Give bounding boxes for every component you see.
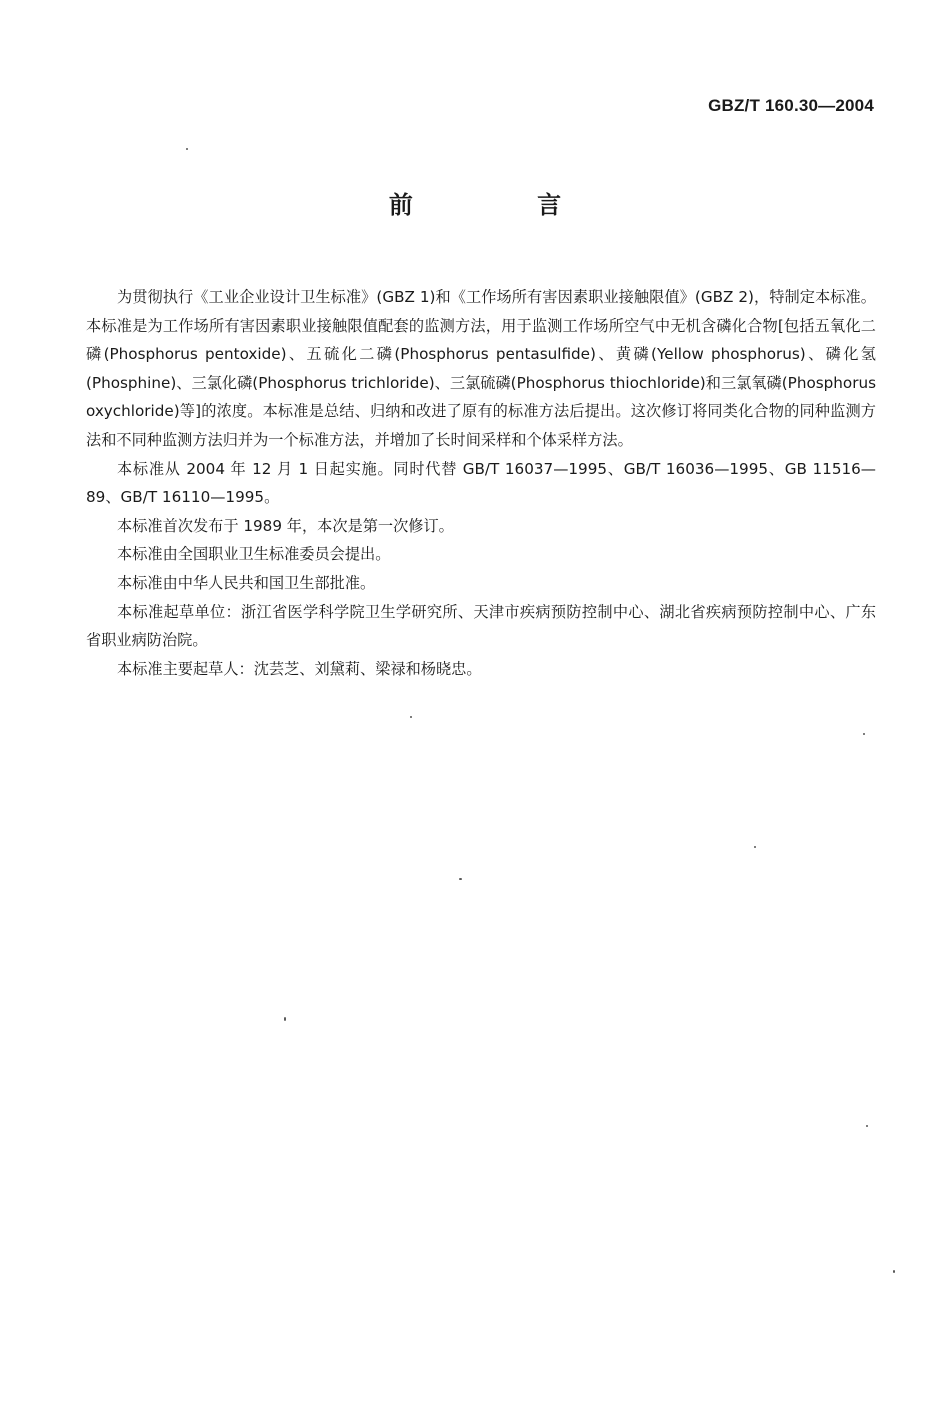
paragraph-approved-by: 本标准由中华人民共和国卫生部批准。 <box>117 573 376 592</box>
scan-speck <box>284 1017 286 1021</box>
paragraph-purpose: 为贯彻执行《工业企业设计卫生标准》(GBZ 1)和《工作场所有害因素职业接触限值》(GBZ 2)，特制定本标准。本标准是为工作场所有害因素职业接触限值配套的监测方法，用于监测工作场所空气中无机含磷化合物[包括五氧化二磷(Phosphorus pentoxide)、五硫化二磷(Phosphorus pentasulfide)、黄磷(Yellow phosphorus)、磷化氢(Phosphine)、三氯化磷(Phosphorus trichloride)、三氯硫磷(Phosphorus thiochloride)和三氯氧磷(Phosphorus oxychloride)等]的浓度。本标准是总结、归纳和改进了原有的标准方法后提出。这次修订将同类化合物的同种监测方法和不同种监测方法归并为一个标准方法，并增加了长时间采样和个体采样方法。 <box>86 288 876 449</box>
scan-speck <box>459 878 462 880</box>
paragraph-first-published: 本标准首次发布于 1989 年，本次是第一次修订。 <box>117 516 454 535</box>
paragraph-effective-date: 本标准从 2004 年 12 月 1 日起实施。同时代替 GB/T 16037—1995、GB/T 16036—1995、GB 11516—89、GB/T 16110—1995。 <box>86 459 876 507</box>
paragraph-drafters: 本标准主要起草人：沈芸芝、刘黛莉、梁禄和杨晓忠。 <box>117 659 482 678</box>
scan-speck <box>410 716 412 718</box>
standard-code: GBZ/T 160.30—2004 <box>708 96 874 115</box>
paragraph-drafting-units: 本标准起草单位：浙江省医学科学院卫生学研究所、天津市疾病预防控制中心、湖北省疾病预防控制中心、广东省职业病防治院。 <box>86 602 876 650</box>
paragraph-proposed-by: 本标准由全国职业卫生标准委员会提出。 <box>117 545 391 564</box>
scan-speck <box>754 846 756 848</box>
page-title: 前 言 <box>388 191 620 219</box>
scan-speck <box>866 1125 868 1127</box>
scan-speck <box>863 733 865 735</box>
scan-speck <box>893 1270 895 1273</box>
foreword-body <box>86 283 876 683</box>
scan-speck <box>186 148 188 150</box>
